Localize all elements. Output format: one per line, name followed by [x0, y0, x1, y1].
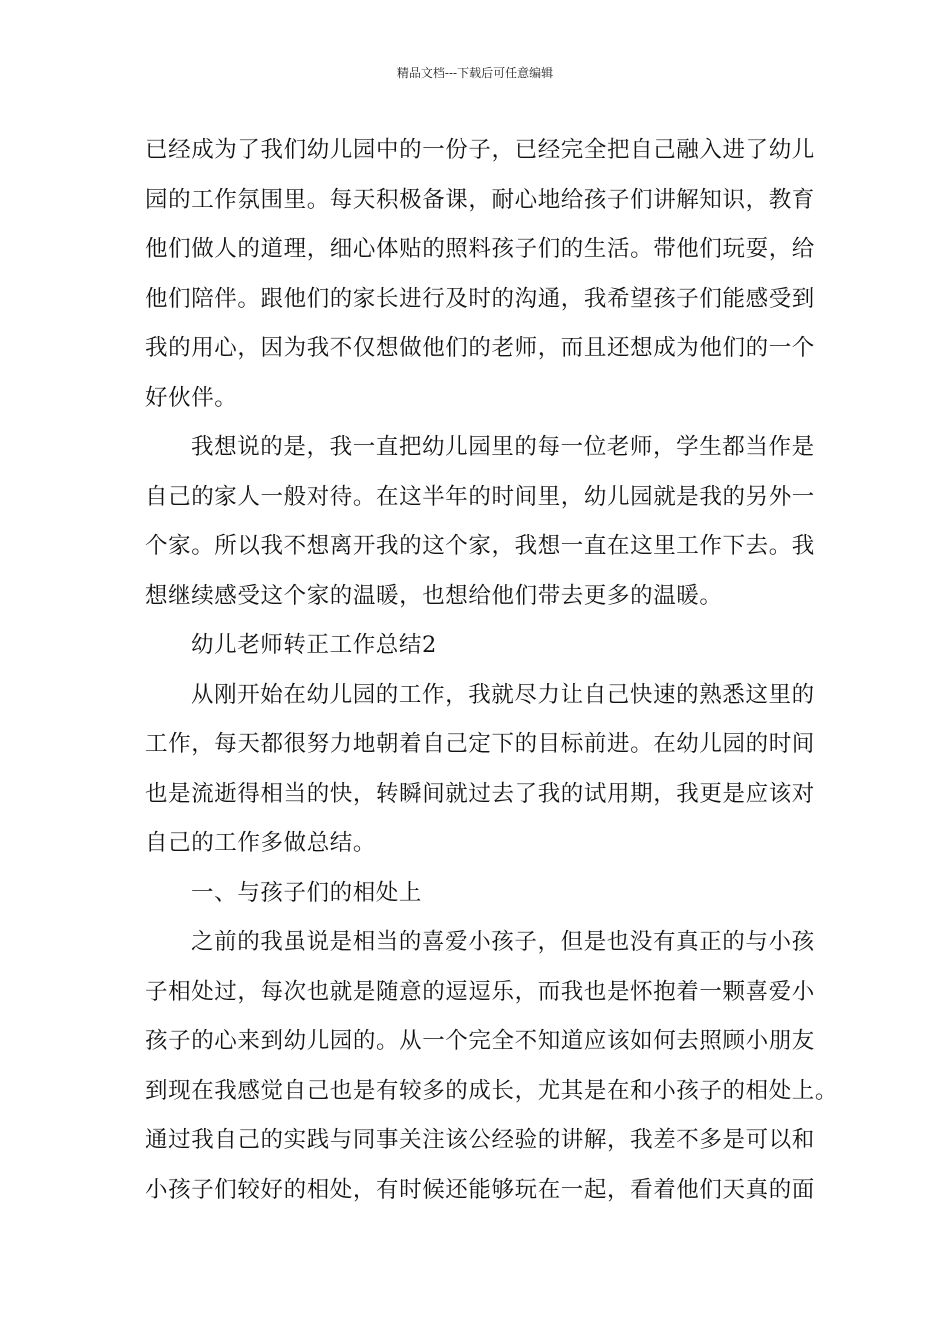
text-line: 从刚开始在幼儿园的工作，我就尽力让自己快速的熟悉这里的: [191, 681, 815, 708]
subsection-heading: 一、与孩子们的相处上: [191, 879, 423, 906]
text-line: 园的工作氛围里。每天积极备课，耐心地给孩子们讲解知识，教育: [145, 186, 815, 213]
text-line: 已经成为了我们幼儿园中的一份子，已经完全把自己融入进了幼儿: [145, 137, 815, 163]
text-line: 想继续感受这个家的温暖，也想给他们带去更多的温暖。: [145, 582, 723, 609]
text-line: 到现在我感觉自己也是有较多的成长，尤其是在和小孩子的相处上。: [145, 1077, 839, 1104]
page-header: 精品文档---下载后可任意编辑: [396, 66, 554, 80]
text-line: 我的用心，因为我不仅想做他们的老师，而且还想成为他们的一个: [145, 335, 815, 361]
text-line: 他们做人的道理，细心体贴的照料孩子们的生活。带他们玩耍，给: [145, 236, 815, 262]
text-line: 我想说的是，我一直把幼儿园里的每一位老师，学生都当作是: [191, 434, 815, 460]
text-line: 孩子的心来到幼儿园的。从一个完全不知道应该如何去照顾小朋友: [145, 1028, 815, 1054]
text-line: 个家。所以我不想离开我的这个家，我想一直在这里工作下去。我: [145, 533, 815, 559]
text-line: 自己的家人一般对待。在这半年的时间里，幼儿园就是我的另外一: [145, 483, 815, 510]
text-line: 工作，每天都很努力地朝着自己定下的目标前进。在幼儿园的时间: [145, 731, 815, 757]
text-line: 自己的工作多做总结。: [145, 830, 377, 856]
text-line: 小孩子们较好的相处，有时候还能够玩在一起，看着他们天真的面: [145, 1176, 815, 1203]
text-line: 好伙伴。: [145, 384, 238, 411]
text-line: 之前的我虽说是相当的喜爱小孩子，但是也没有真正的与小孩: [191, 929, 815, 955]
text-line: 子相处过，每次也就是随意的逗逗乐，而我也是怀抱着一颗喜爱小: [145, 978, 815, 1005]
text-line: 通过我自己的实践与同事关注该公经验的讲解，我差不多是可以和: [145, 1127, 815, 1153]
text-line: 也是流逝得相当的快，转瞬间就过去了我的试用期，我更是应该对: [145, 780, 815, 807]
document-body: [145, 126, 839, 1215]
text-line: 他们陪伴。跟他们的家长进行及时的沟通，我希望孩子们能感受到: [145, 285, 815, 312]
section-title: 幼儿老师转正工作总结2: [191, 632, 437, 658]
